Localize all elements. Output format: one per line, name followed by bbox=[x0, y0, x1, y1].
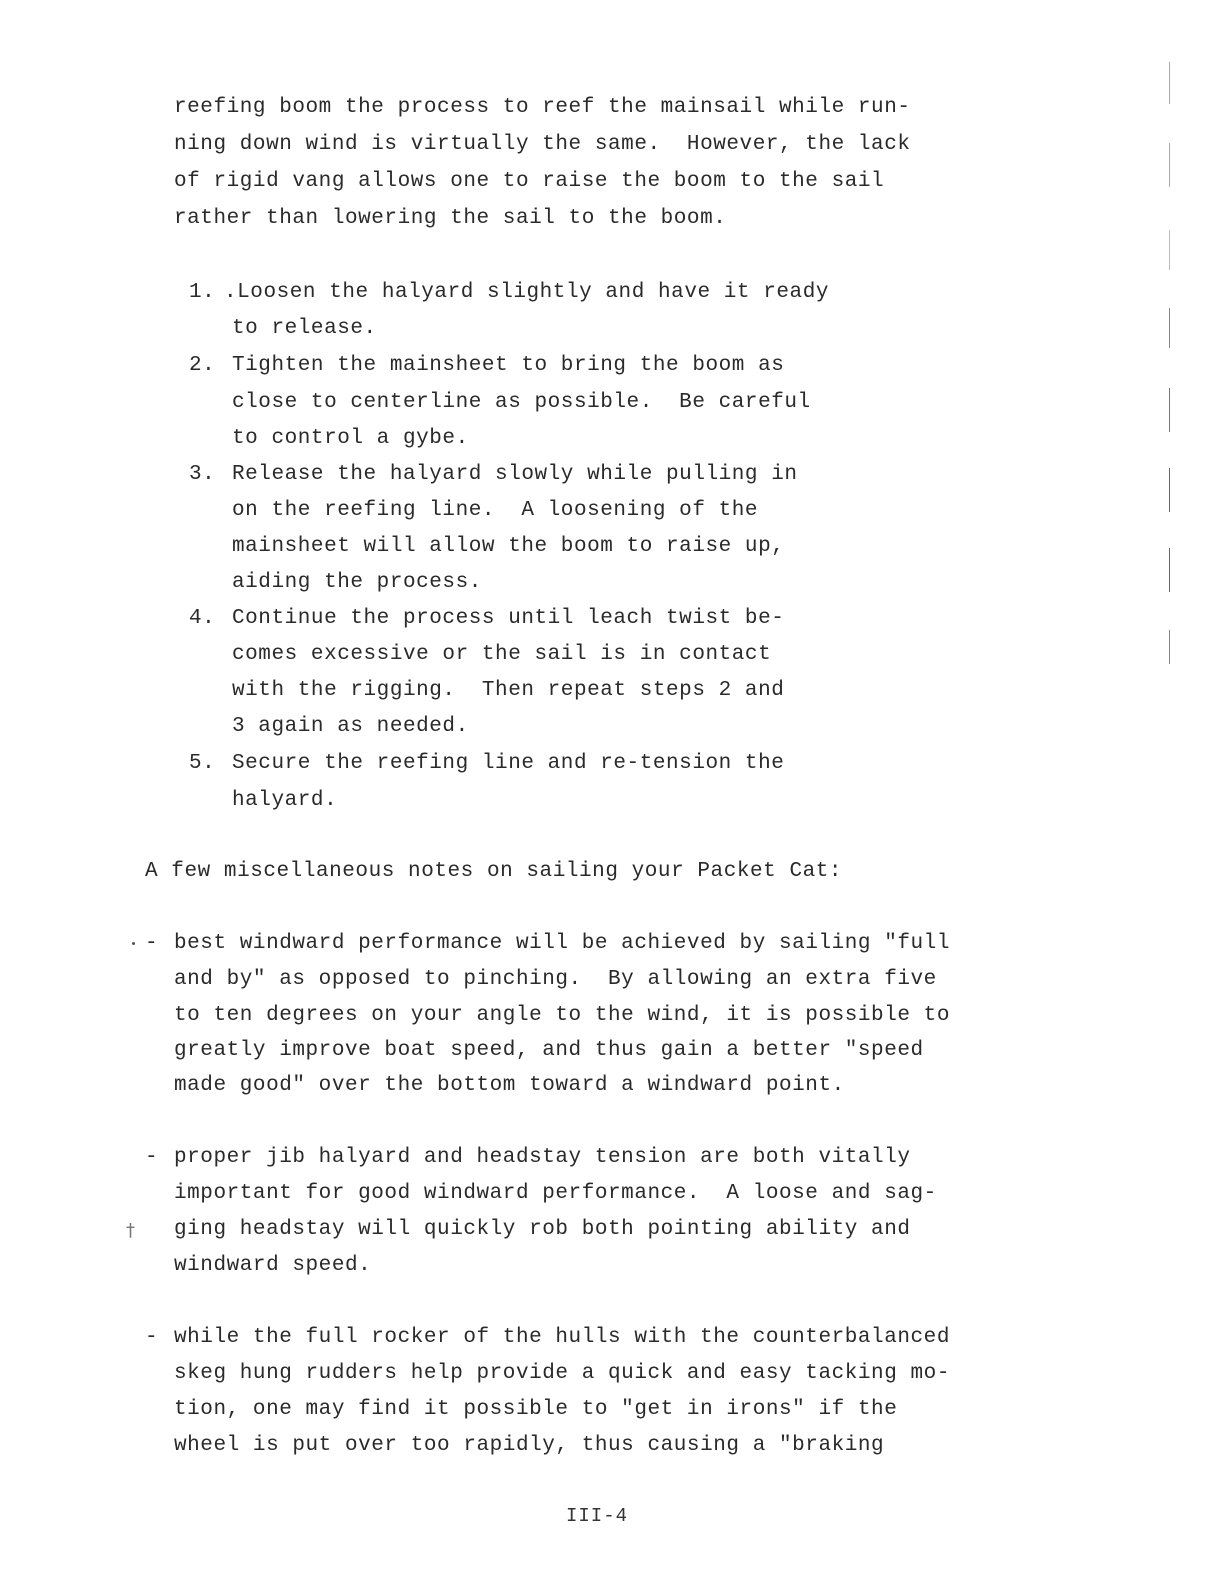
step-number: 1. bbox=[189, 281, 216, 304]
step-number: 2. bbox=[189, 354, 216, 377]
step-line: halyard. bbox=[232, 789, 338, 812]
step-line: with the rigging. Then repeat steps 2 and bbox=[232, 679, 785, 702]
note-dash: - bbox=[145, 1326, 158, 1349]
scan-edge-mark bbox=[1169, 630, 1170, 664]
step-line: Continue the process until leach twist be- bbox=[232, 607, 785, 630]
scan-edge-mark bbox=[1169, 388, 1170, 432]
step-line: Secure the reefing line and re-tension the bbox=[232, 752, 785, 775]
intro-line: ning down wind is virtually the same. However, the lack bbox=[174, 133, 911, 156]
step-number: 4. bbox=[189, 607, 216, 630]
note-line: while the full rocker of the hulls with the counterbalanced bbox=[174, 1326, 950, 1349]
note-line: ging headstay will quickly rob both pointing ability and bbox=[174, 1218, 911, 1241]
note-dash: - bbox=[145, 932, 158, 955]
step-line: .Loosen the halyard slightly and have it ready bbox=[224, 281, 829, 304]
note-line: proper jib halyard and headstay tension are both vitally bbox=[174, 1146, 911, 1169]
step-number: 5. bbox=[189, 752, 216, 775]
notes-heading: A few miscellaneous notes on sailing your Packet Cat: bbox=[145, 860, 843, 883]
stray-dot-icon bbox=[132, 942, 135, 945]
step-line: 3 again as needed. bbox=[232, 715, 469, 738]
page-number: III-4 bbox=[566, 1505, 629, 1527]
step-line: to control a gybe. bbox=[232, 427, 469, 450]
note-line: to ten degrees on your angle to the wind, it is possible to bbox=[174, 1004, 950, 1027]
note-line: windward speed. bbox=[174, 1254, 372, 1277]
note-line: skeg hung rudders help provide a quick and easy tacking mo- bbox=[174, 1362, 950, 1385]
step-line: on the reefing line. A loosening of the bbox=[232, 499, 759, 522]
note-line: made good" over the bottom toward a windward point. bbox=[174, 1074, 845, 1097]
note-line: best windward performance will be achieved by sailing "full bbox=[174, 932, 950, 955]
scan-edge-mark bbox=[1169, 62, 1170, 104]
step-line: mainsheet will allow the boom to raise up, bbox=[232, 535, 785, 558]
note-line: greatly improve boat speed, and thus gain a better "speed bbox=[174, 1039, 924, 1062]
step-line: comes excessive or the sail is in contact bbox=[232, 643, 772, 666]
handwritten-margin-mark-icon: † bbox=[126, 1220, 135, 1241]
scan-edge-mark bbox=[1169, 468, 1170, 512]
note-line: tion, one may find it possible to "get in irons" if the bbox=[174, 1398, 898, 1421]
intro-line: of rigid vang allows one to raise the boom to the sail bbox=[174, 170, 885, 193]
step-line: close to centerline as possible. Be careful bbox=[232, 391, 811, 414]
step-line: aiding the process. bbox=[232, 571, 482, 594]
step-line: to release. bbox=[232, 317, 377, 340]
note-dash: - bbox=[145, 1146, 158, 1169]
step-line: Release the halyard slowly while pulling in bbox=[232, 463, 798, 486]
step-line: Tighten the mainsheet to bring the boom as bbox=[232, 354, 785, 377]
note-line: important for good windward performance. A loose and sag- bbox=[174, 1182, 937, 1205]
scan-edge-mark bbox=[1169, 230, 1170, 270]
note-line: and by" as opposed to pinching. By allowing an extra five bbox=[174, 968, 937, 991]
note-line: wheel is put over too rapidly, thus causing a "braking bbox=[174, 1434, 885, 1457]
scan-edge-mark bbox=[1169, 548, 1170, 592]
step-number: 3. bbox=[189, 463, 216, 486]
intro-line: reefing boom the process to reef the mainsail while run- bbox=[174, 96, 911, 119]
scan-edge-mark bbox=[1169, 143, 1170, 187]
intro-line: rather than lowering the sail to the boom. bbox=[174, 207, 727, 230]
scan-edge-mark bbox=[1169, 308, 1170, 348]
